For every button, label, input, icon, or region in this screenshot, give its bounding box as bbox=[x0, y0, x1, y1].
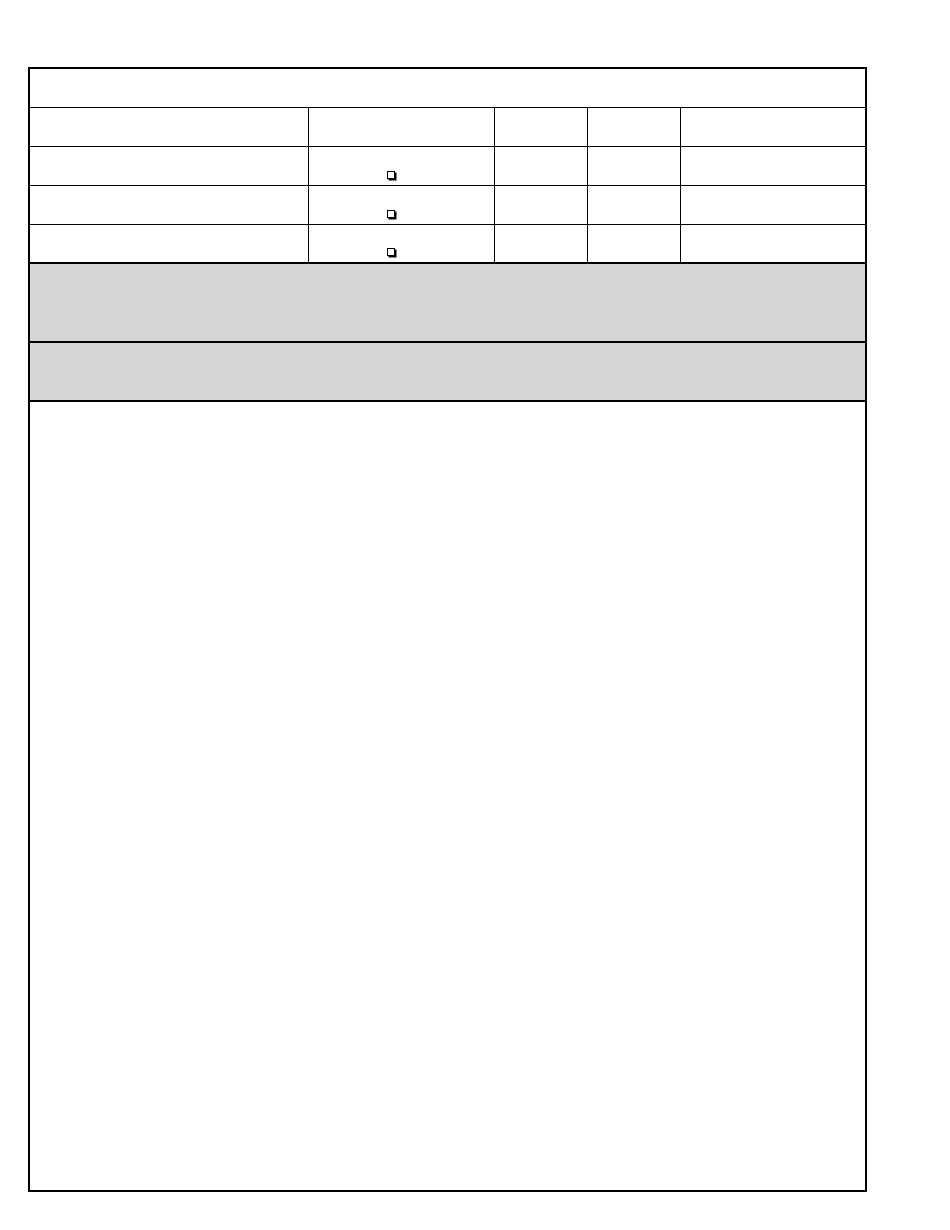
divider bbox=[30, 146, 865, 147]
datasheet-frame bbox=[28, 67, 867, 1192]
divider bbox=[30, 224, 865, 225]
divider bbox=[30, 185, 865, 186]
checklist-note-bg bbox=[30, 343, 865, 400]
divider bbox=[30, 107, 865, 108]
dominant-note-bg bbox=[30, 264, 865, 341]
dominant-checkbox-2[interactable] bbox=[387, 210, 395, 218]
dominant-checkbox-3[interactable] bbox=[387, 248, 395, 256]
divider bbox=[30, 400, 865, 402]
dominant-checkbox-1[interactable] bbox=[387, 171, 395, 179]
